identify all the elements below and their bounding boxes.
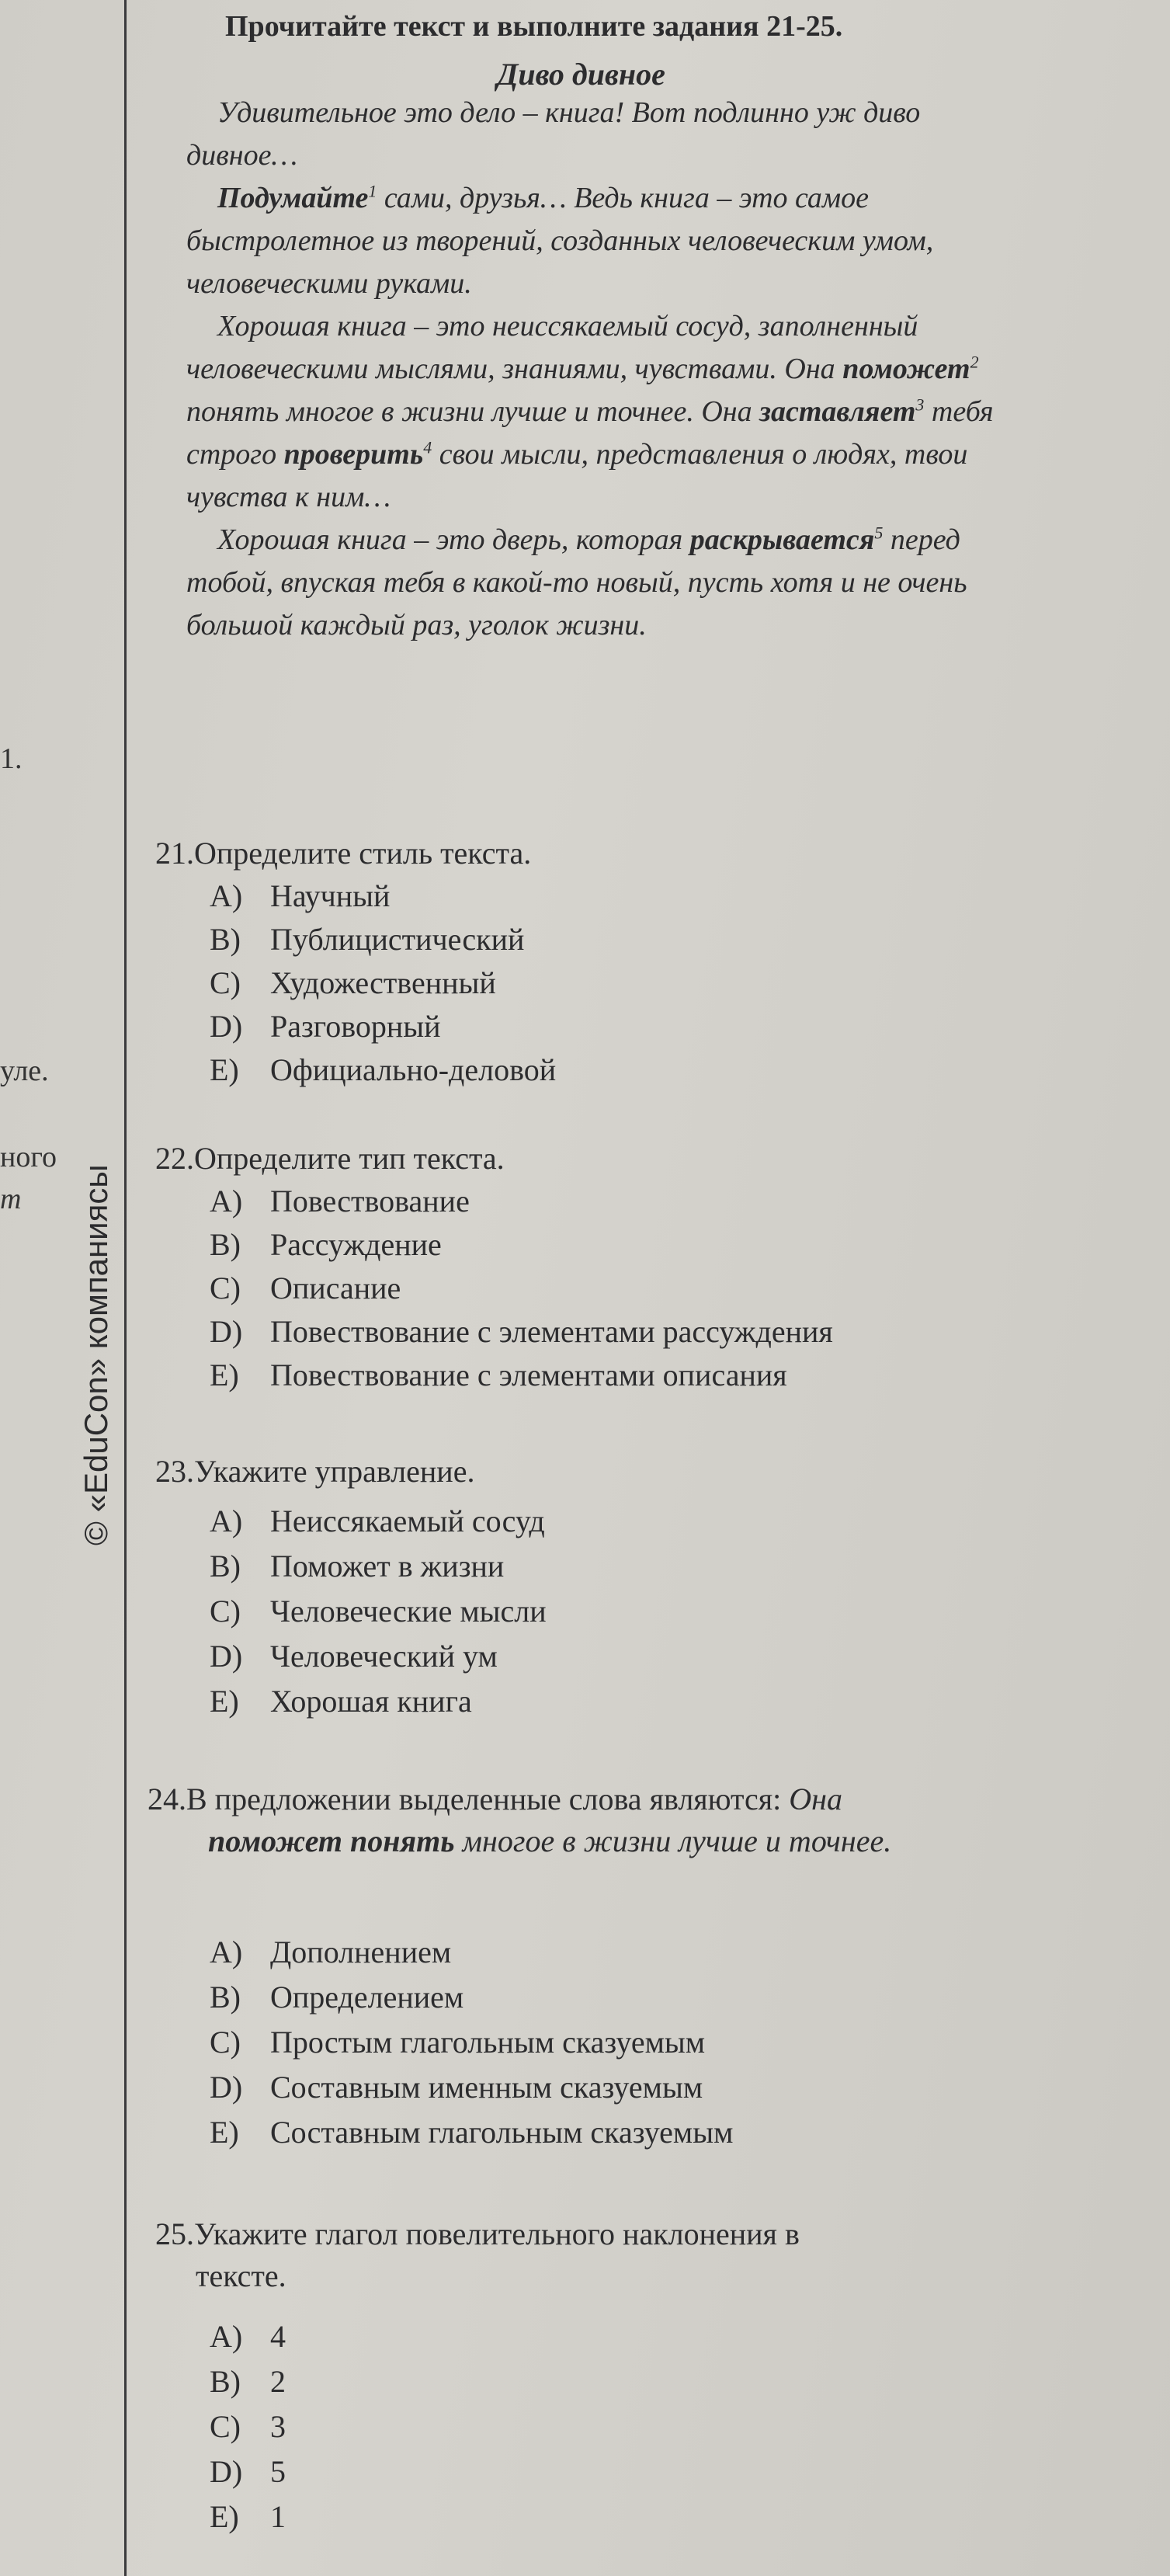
answer-option[interactable] [210, 1593, 547, 1629]
example-sentence: многое в жизни лучше и точнее. [454, 1823, 892, 1858]
option-text: 5 [270, 2454, 286, 2489]
answer-option[interactable] [210, 1638, 498, 1674]
option-letter: E) [210, 1684, 239, 1719]
answer-option[interactable] [210, 2363, 286, 2400]
option-text: Хорошая книга [270, 1684, 472, 1719]
answer-option[interactable] [210, 1270, 401, 1306]
passage-title: Диво дивное [497, 57, 665, 92]
answer-option[interactable] [210, 1357, 787, 1393]
answer-option[interactable] [210, 2408, 286, 2445]
question-22: 22.Определите тип текста. [155, 1141, 505, 1176]
option-text: Повествование с элементами рассуждения [270, 1314, 833, 1349]
marked-word: проверить [283, 438, 424, 471]
option-text: 4 [270, 2319, 286, 2354]
option-text: 1 [270, 2499, 286, 2534]
option-letter: A) [210, 878, 243, 913]
question-text: 24.В предложении выделенные слова являются: [148, 1782, 790, 1816]
answer-option[interactable] [210, 1503, 545, 1539]
answer-option[interactable] [210, 1052, 556, 1088]
answer-option[interactable] [210, 1934, 451, 1970]
answer-option[interactable] [210, 1313, 833, 1350]
answer-option[interactable] [210, 878, 390, 914]
marked-word: заставляет [759, 395, 916, 428]
paragraph-text: тебя строго [186, 395, 994, 471]
option-letter: E) [210, 1052, 239, 1087]
option-letter: C) [210, 1271, 241, 1305]
paragraph-text: перед тобой, впуская тебя в какой-то новый, пусть хотя и не очень большой каждый раз, уголок жизни. [186, 523, 967, 641]
paragraph-text: понять многое в жизни лучше и точнее. Она [186, 395, 760, 428]
option-letter: E) [210, 2499, 239, 2534]
paragraph-text: Хорошая книга – это неиссякаемый сосуд, заполненный человеческими мыслями, знаниями, чувствами. Она [186, 310, 918, 385]
option-text: Дополнением [270, 1935, 452, 1969]
paragraph [186, 305, 1033, 519]
paragraph [186, 519, 1033, 647]
margin-line [124, 0, 127, 2576]
option-letter: D) [210, 2070, 243, 2105]
option-letter: B) [210, 1980, 241, 2015]
answer-option[interactable] [210, 2024, 705, 2060]
footnote-mark: 5 [874, 523, 884, 543]
option-text: Составным именным сказуемым [270, 2070, 703, 2105]
option-letter: B) [210, 922, 241, 957]
answer-option[interactable] [210, 2114, 733, 2150]
footnote-mark: 1 [368, 181, 377, 201]
marked-word: Подумайте [217, 182, 369, 214]
option-letter: A) [210, 1184, 243, 1218]
instruction-heading: Прочитайте текст и выполните задания 21-25. [225, 10, 843, 43]
example-sentence: Она [789, 1782, 843, 1816]
paragraph-text: сами, друзья… Ведь книга – это самое быстролетное из творений, созданных человеческим умом, человеческими руками. [186, 182, 934, 300]
answer-option[interactable] [210, 965, 496, 1001]
option-letter: B) [210, 1549, 241, 1583]
answer-option[interactable] [210, 921, 524, 958]
option-text: Описание [270, 1271, 401, 1305]
option-letter: A) [210, 2319, 243, 2354]
option-letter: D) [210, 1639, 243, 1674]
answer-option[interactable] [210, 2069, 703, 2105]
option-text: Неиссякаемый сосуд [270, 1504, 545, 1538]
answer-option[interactable] [210, 2318, 286, 2355]
option-text: Публицистический [270, 922, 525, 957]
paragraph: Удивительное это дело – книга! Вот подлинно уж диво дивное… [186, 96, 921, 172]
option-text: Разговорный [270, 1009, 441, 1044]
option-text: 2 [270, 2364, 286, 2399]
option-text: Человеческий ум [270, 1639, 498, 1674]
marked-word: поможет [842, 353, 970, 385]
answer-option[interactable] [210, 1979, 463, 2015]
margin-fragment: 1. [0, 742, 23, 775]
option-letter: A) [210, 1935, 243, 1969]
option-letter: A) [210, 1504, 243, 1538]
option-text: Поможет в жизни [270, 1549, 505, 1583]
option-letter: D) [210, 1314, 243, 1349]
footnote-mark: 3 [915, 395, 925, 415]
option-text: Простым глагольным сказуемым [270, 2025, 706, 2060]
answer-option[interactable] [210, 1008, 441, 1045]
option-text: Повествование [270, 1184, 470, 1218]
footnote-mark: 4 [423, 437, 432, 457]
highlighted-words: поможет понять [208, 1823, 455, 1858]
answer-option[interactable] [210, 2498, 286, 2535]
question-25 [155, 2213, 800, 2297]
reading-passage [186, 92, 1033, 647]
option-letter: E) [210, 2115, 239, 2150]
question-text: 25.Укажите глагол повелительного наклонения в [155, 2216, 800, 2251]
option-text: Составным глагольным сказуемым [270, 2115, 734, 2150]
option-text: Человеческие мысли [270, 1594, 547, 1629]
margin-fragment: т [0, 1183, 22, 1215]
margin-fragment: ного [0, 1141, 57, 1173]
question-24 [148, 1778, 1102, 1862]
answer-option[interactable] [210, 2453, 286, 2490]
option-letter: B) [210, 1227, 241, 1262]
option-letter: C) [210, 2025, 241, 2060]
paragraph [186, 177, 1033, 305]
option-letter: E) [210, 1358, 239, 1392]
option-text: Официально-деловой [270, 1052, 557, 1087]
option-letter: D) [210, 1009, 243, 1044]
option-letter: C) [210, 1594, 241, 1629]
option-text: 3 [270, 2409, 286, 2444]
question-23: 23.Укажите управление. [155, 1454, 475, 1489]
option-letter: C) [210, 965, 241, 1000]
answer-option[interactable] [210, 1548, 504, 1584]
option-text: Художественный [270, 965, 496, 1000]
option-text: Научный [270, 878, 391, 913]
margin-fragment: уле. [0, 1055, 49, 1087]
option-text: Определением [270, 1980, 464, 2015]
marked-word: раскрывается [689, 523, 875, 556]
question-21: 21.Определите стиль текста. [155, 836, 532, 871]
option-letter: C) [210, 2409, 241, 2444]
answer-option[interactable] [210, 1683, 472, 1719]
paragraph-text: Хорошая книга – это дверь, которая [217, 523, 690, 556]
question-text: тексте. [196, 2258, 286, 2293]
option-letter: B) [210, 2364, 241, 2399]
copyright-notice: © «EduCon» компаниясы [78, 1164, 114, 1545]
answer-option[interactable] [210, 1226, 442, 1263]
answer-option[interactable] [210, 1183, 470, 1219]
option-text: Рассуждение [270, 1227, 442, 1262]
option-letter: D) [210, 2454, 243, 2489]
option-text: Повествование с элементами описания [270, 1358, 787, 1392]
footnote-mark: 2 [970, 352, 979, 372]
paragraph-text: свои мысли, представления о людях, твои чувства к ним… [186, 438, 968, 513]
